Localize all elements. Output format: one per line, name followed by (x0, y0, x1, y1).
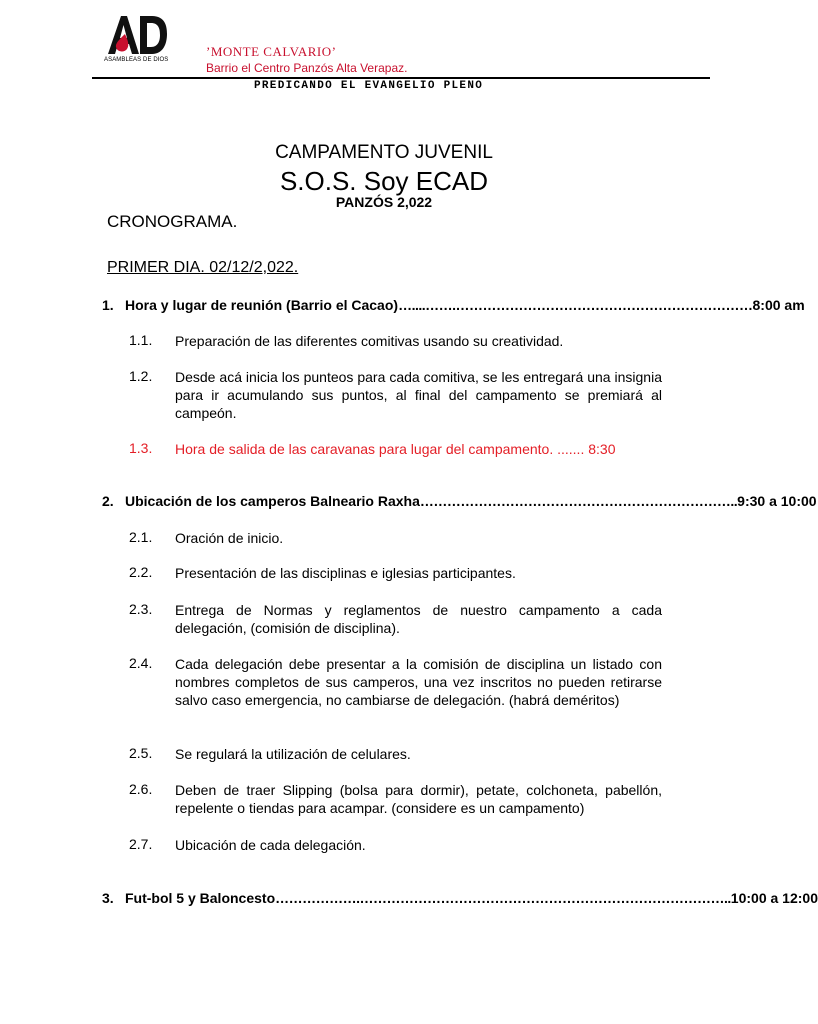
logo-subtext: ASAMBLEAS DE DIOS (104, 57, 169, 63)
church-name: ʼMONTE CALVARIOʼ (206, 44, 337, 59)
section-time: 9:30 a 10:00 (737, 493, 817, 509)
title-line-2: S.O.S. Soy ECAD (279, 166, 489, 196)
item-text: Ubicación de cada delegación. (175, 837, 366, 853)
item-text: Se regulará la utilización de celulares. (175, 746, 411, 762)
item-number: 2.3. (129, 601, 153, 617)
item-text: Hora de salida de las caravanas para lugar del campamento. ....... 8:30 (175, 441, 616, 457)
item-number: 1.1. (129, 332, 153, 348)
title-line-1: CAMPAMENTO JUVENIL (275, 142, 493, 163)
item-number: 2.7. (129, 836, 153, 852)
section-number: 3. (102, 890, 114, 906)
item-text: Entrega de Normas y reglamentos de nuestro campamento a cada delegación, (comisión de disciplina). (175, 602, 662, 636)
item-number: 2.1. (129, 529, 153, 545)
section-number: 1. (102, 297, 114, 313)
item-text: Oración de inicio. (175, 530, 284, 546)
title-line-3: PANZÓS 2,022 (335, 194, 433, 210)
motto: PREDICANDO EL EVANGELIO PLENO (254, 80, 484, 92)
section-time: 8:00 am (752, 297, 805, 313)
section-label: Ubicación de los camperos Balneario Raxha (125, 493, 420, 509)
section-label: Hora y lugar de reunión (Barrio el Cacao) (125, 297, 399, 313)
item-text: Preparación de las diferentes comitivas usando su creatividad. (175, 333, 564, 349)
section-label: Fut-bol 5 y Baloncesto (125, 890, 276, 906)
section-leader-dots: …………………………………………………………….. (419, 493, 738, 509)
item-text: Desde acá inicia los punteos para cada comitiva, se les entregará una insignia para ir acumulando sus puntos, al final del campamento se premiará al campeón. (175, 369, 662, 421)
church-address: Barrio el Centro Panzós Alta Verapaz. (206, 61, 408, 75)
item-number: 1.2. (129, 368, 153, 384)
section-time: 10:00 a 12:00 (730, 890, 818, 906)
item-text: Deben de traer Slipping (bolsa para dormir), petate, colchoneta, pabellón, repelente o tiendas para acampar. (considere es un campamento) (175, 782, 662, 816)
section-leader-dots: ……………….……………………………………………………………………….. (275, 890, 731, 906)
item-number: 2.6. (129, 781, 153, 797)
cronograma-heading: CRONOGRAMA. (107, 212, 238, 231)
section-leader-dots: …....…….………………………………………………………… (398, 297, 753, 313)
section-number: 2. (102, 493, 114, 509)
item-number: 2.5. (129, 745, 153, 761)
item-number: 1.3. (129, 440, 153, 456)
day-heading: PRIMER DIA. 02/12/2,022. (107, 259, 299, 276)
item-number: 2.4. (129, 655, 153, 671)
item-number: 2.2. (129, 564, 153, 580)
item-text: Presentación de las disciplinas e iglesias participantes. (175, 565, 516, 581)
header-divider (92, 77, 710, 79)
item-text: Cada delegación debe presentar a la comisión de disciplina un listado con nombres completos de sus camperos, una vez inscritos no pueden retirarse salvo caso emergencia, no cambiarse de delegación. (habrá deméritos) (175, 656, 662, 708)
